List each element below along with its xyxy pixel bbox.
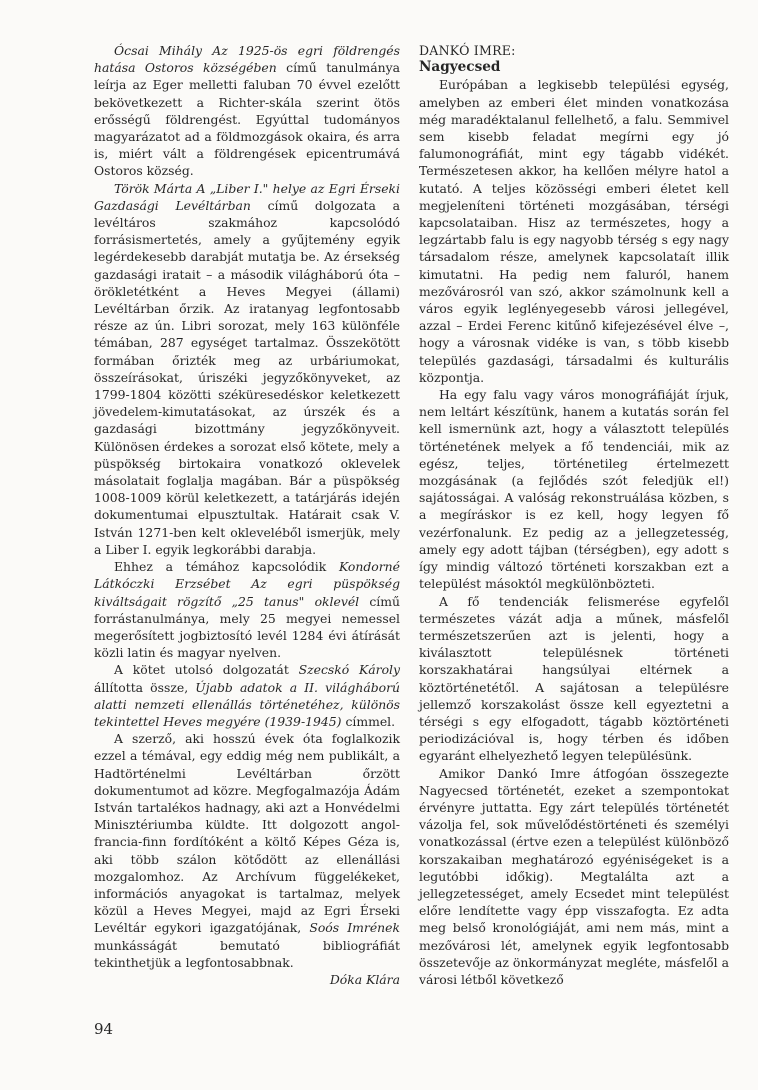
author-name: Szecskó Károly: [298, 662, 401, 678]
review-paragraph-szecsko: A kötet utolsó dolgozatát Szecskó Károly állította össze, Újabb adatok a II. világháború alatti nemzeti ellenállás történetéhez, különös tekintettel Heves megyére (1939-1945) címmel.: [94, 662, 401, 729]
work-citation: Újabb adatok a II. világháború alatti nemzeti ellenállás történetéhez, különös tekintettel Heves megyére (1939-1945): [94, 679, 401, 729]
person-name: Soós Imrének: [309, 920, 400, 936]
article-author: DANKÓ IMRE:: [419, 43, 516, 58]
review-paragraph-kondorne: Ehhez a témához kapcsolódik Kondorné Látkóczki Erzsébet Az egri püspökség kiváltságait rögzítő „25 tanus" oklevél című forrástanulmánya, mely 25 megyei nemessel megerősített jogbiztosító levél 1284 évi átírását közli latin és magyar nyelven.: [94, 559, 400, 661]
review-paragraph-author: A szerző, aki hosszú évek óta foglalkozik ezzel a témával, egy eddig még nem publikált, a Hadtörténelmi Levéltárban őrzött dokumentumot ad közre. Megfogalmazója Ádám István tartalékos hadnagy, aki azt a Honvédelmi Minisztériumba küldte. Itt dolgozott angol-francia-finn fordítóként a költő Képes Géza is, aki több szálon kötődött az ellenállási mozgalomhoz. Az Archívum függelékeket, információs anyagokat is tartalmaz, melyek közül a Heves Megyei, majd az Egri Érseki Levéltár egykori igazgatójának, Soós Imrének munkásságát bemutató bibliográfiát tekinthetjük a legfontosabbnak.: [94, 731, 400, 970]
review-paragraph-ocsai: Ócsai Mihály Az 1925-ös egri földrengés hatása Ostoros községében című tanulmánya leírja az Eger melletti faluban 70 évvel ezelőtt bekövetkezett a Richter-skála szerint ötös erősségű földrengést. Egyúttal tudományos magyarázatot ad a földmozgások okaira, és arra is, miért vált a földrengések epicentrumává Ostoros község.: [94, 43, 400, 179]
article-title: Nagyecsed: [419, 59, 501, 76]
work-citation: Török Márta A „Liber I." helye az Egri Érseki Gazdasági Levéltárban: [94, 180, 400, 213]
right-column: [419, 42, 729, 988]
work-citation: Ócsai Mihály Az 1925-ös egri földrengés hatása Ostoros községében: [94, 43, 400, 76]
page-number: 94: [94, 1020, 114, 1038]
article-paragraph: Európában a legkisebb települési egység, amelyben az emberi élet minden vonatkozása még maradéktalanul fellelhető, a falu. Semmivel sem kisebb feladat megírni egy jó falumonográfiát, mint egy tágabb vidékét. Természetesen akkor, ha kellően mélyre hatol a kutató. A teljes közösségi emberi életet kell megjeleníteni történeti mozgásában, térségi kapcsolataiban. Hisz az természetes, hogy a legzártabb falu is egy nagyobb térség s egy nagy társadalom része, amelynek kapcsolataít illik kimutatni. Ha pedig nem faluról, hanem mezővárosról van szó, akkor számolnunk kell a város egyik leglényegesebb városi jellegével, azzal – Erdei Ferenc kitűnő kifejezésével élve –, hogy a városnak vidéke is van, s több kisebb település gazdasági, társadalmi és kulturális központja.: [419, 77, 729, 385]
work-citation: Kondorné Látkóczki Erzsébet Az egri püspökség kiváltságait rögzítő „25 tanus" oklevél: [94, 559, 400, 609]
reviewer-signature: Dóka Klára: [329, 971, 400, 987]
article-paragraph: Amikor Dankó Imre átfogóan összegezte Nagyecsed történetét, ezeket a szempontokat érvényre juttatta. Egy zárt település történetét vázolja fel, sok művelődéstörténeti és személyi vonatkozással (értve ezen a települést különböző korszakaiban meghatározó egyéniségeket is a legutóbbi időkig). Megtalálta azt a jellegzetességet, amely Ecsedet mint települést előre lendítette vagy épp visszafogta. Ez adta meg belső kronológiáját, ami nem más, mint a mezővárosi lét, amelynek egyik legfontosabb összetevője az önkormányzat megléte, másfelől a városi létből következő: [419, 765, 729, 987]
article-paragraph: Ha egy falu vagy város monográfiáját írjuk, nem leltárt készítünk, hanem a kutatás során fel kell ismernünk azt, hogy a választott település történetének melyek a fő tendenciái, mik az egész, teljes, történetileg értelmezett mozgásának (a fejlődés szót feledjük el!) sajátosságai. A valóság rekonstruálása közben, s a megíráskor is ez kell, hogy legyen fő vezérfonalunk. Ez pedig az a jellegzetesség, amely egy adott tájban (térségben), egy adott s így mindig változó történeti korszakban ezt a települést másoktól megkülönbözteti.: [419, 387, 729, 592]
left-column: [94, 42, 400, 988]
article-paragraph: A fő tendenciák felismerése egyfelől természetes vázát adja a műnek, másfelől természetszerűen azt is jelenti, hogy a kiválasztott településnek történeti korszakhatárai hangsúlyai eltérnek a köztörténetétől. A sajátosan a településre jellemző korszakolást össze kell egyeztetni a térségi s egy elfogadott, tágabb köztörténeti periodizációval is, hogy térben és időben egyaránt elhelyezhető legyen településünk.: [419, 593, 729, 764]
review-paragraph-torok: Török Márta A „Liber I." helye az Egri Érseki Gazdasági Levéltárban című dolgozata a levéltáros szakmához kapcsolódó forrásismertetés, amely a gyűjtemény egyik legérdekesebb darabját mutatja be. Az érsekség gazdasági iratait – a második világháború óta – örökletétként a Heves Megyei (állami) Levéltárban őrzik. Az iratanyag legfontosabb része az ún. Libri sorozat, mely 163 különféle témában, 287 egységet tartalmaz. Összekötött formában őrizték meg az urbáriumokat, összeírásokat, úriszéki jegyzőkönyveket, az 1799-1804 közötti széküresedéskor keletkezett jövedelem-kimutatásokat, az úrszék és a gazdasági bizottmány jegyzőkönyveit. Különösen érdekes a sorozat első kötete, mely a püspökség birtokaira vonatkozó oklevelek másolatait foglalja magában. Bár a püspökség 1008-1009 körül keletkezett, a tatárjárás idején dokumentumai elpusztultak. Határait csak V. István 1271-ben kelt okleveléből ismerjük, mely a Liber I. egyik legkorábbi darabja.: [94, 180, 400, 557]
